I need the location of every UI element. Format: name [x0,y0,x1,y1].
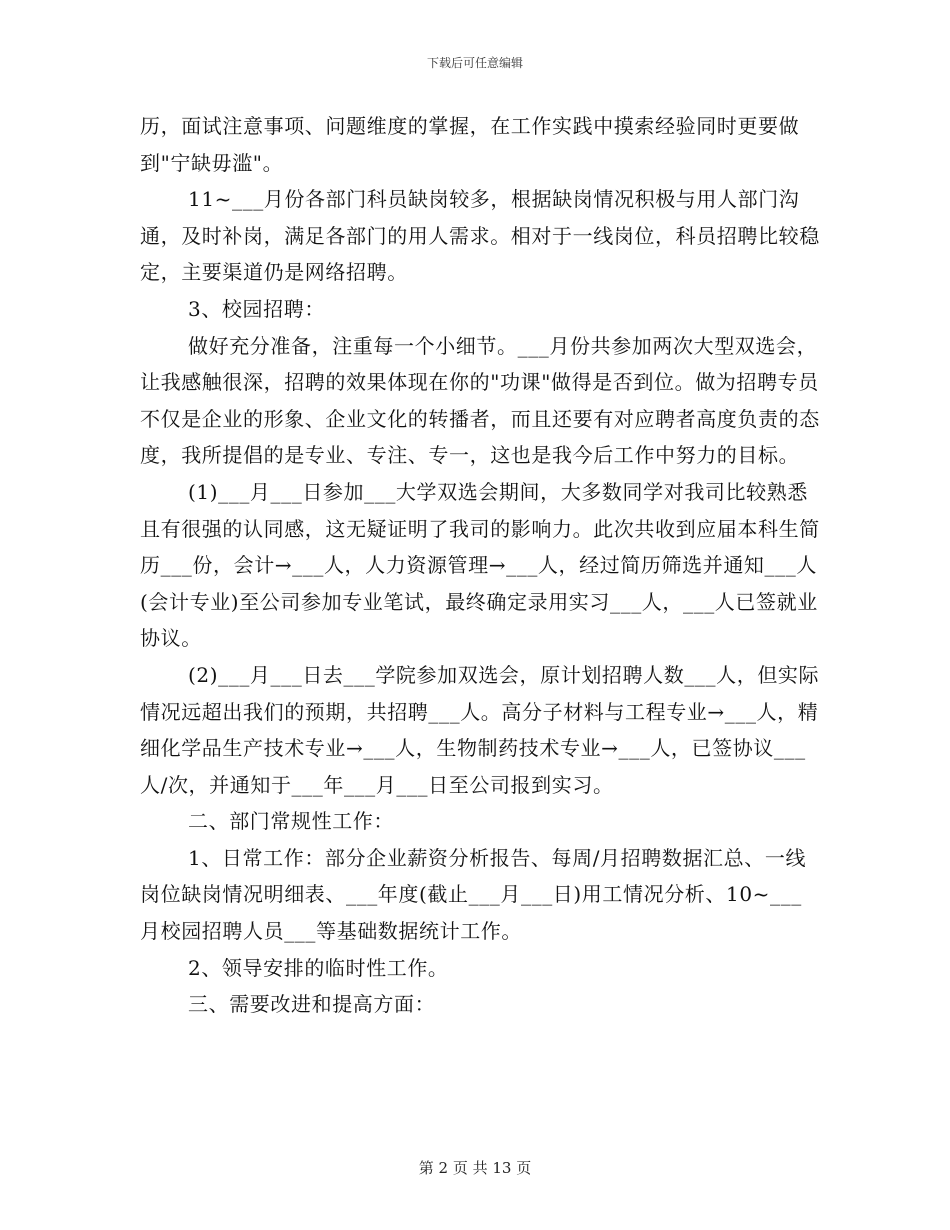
page-header: 下载后可任意编辑 [426,56,523,70]
paragraph: (1)___月___日参加___大学双选会期间，大多数同学对我司比较熟悉且有很强的认同感，这无疑证明了我司的影响力。此次共收到应届本科生简历___份，会计→___人，人力资源管理→___人，经过简历筛选并通知___人(会计专业)至公司参加专业笔试，最终确定录用实习___人，___人已签就业协议。 [140,479,820,651]
paragraph: 11~___月份各部门科员缺岗较多，根据缺岗情况积极与用人部门沟通，及时补岗，满足各部门的用人需求。相对于一线岗位，科员招聘比较稳定，主要渠道仍是网络招聘。 [140,187,820,285]
section-heading: 三、需要改进和提高方面： [188,992,436,1017]
document-body [140,108,820,1023]
paragraph: 1、日常工作：部分企业薪资分析报告、每周/月招聘数据汇总、一线岗位缺岗情况明细表、___年度(截止___月___日)用工情况分析、10~___月校园招聘人员___等基础数据统计工作。 [140,845,807,944]
section-heading: 二、部门常规性工作： [188,809,394,834]
paragraph: 历，面试注意事项、问题维度的掌握，在工作实践中摸索经验同时更要做到"宁缺毋滥"。 [140,114,800,175]
paragraph: 做好充分准备，注重每一个小细节。___月份共参加两次大型双选会，让我感触很深，招聘的效果体现在你的"功课"做得是否到位。做为招聘专员不仅是企业的形象、企业文化的转播者，而且还要有对应聘者高度负责的态度，我所提倡的是专业、专注、专一，这也是我今后工作中努力的目标。 [140,333,820,468]
paragraph: 2、领导安排的临时性工作。 [188,955,449,980]
paragraph: (2)___月___日去___学院参加双选会，原计划招聘人数___人，但实际情况远超出我们的预期，共招聘___人。高分子材料与工程专业→___人，精细化学品生产技术专业→___人，生物制药技术专业→___人，已签协议___人/次，并通知于___年___月___日至公司报到实习。 [140,662,820,797]
page-footer: 第 2 页 共 13 页 [418,1159,532,1177]
section-heading: 3、校园招聘： [188,296,325,321]
